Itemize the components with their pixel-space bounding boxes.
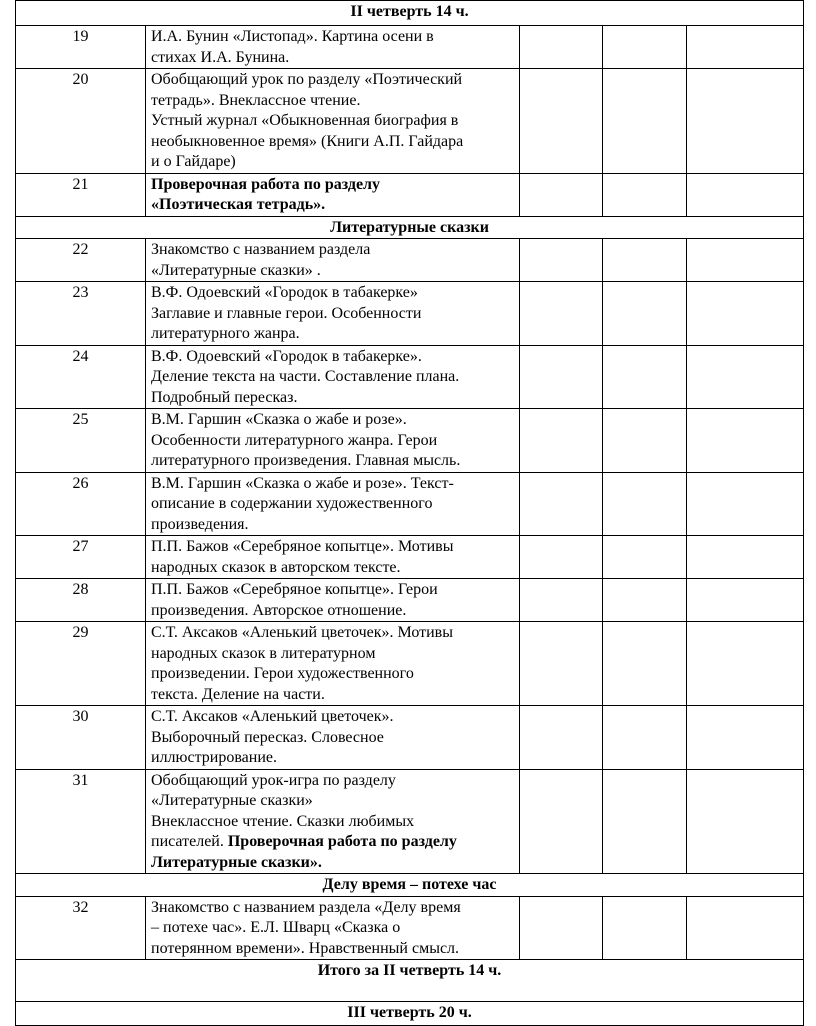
empty-cell [603,579,687,622]
lesson-topic [146,622,520,706]
empty-cell [603,409,687,473]
empty-cell [520,896,603,960]
empty-cell [603,239,687,282]
topic-line: тетрадь». Внеклассное чтение. [151,91,361,109]
topic-line: В.М. Гаршин «Сказка о жабе и розе». [151,411,407,428]
empty-cell [687,26,804,69]
topic-line: описание в содержании художественного [151,495,433,512]
empty-cell [520,282,603,346]
quarter-total: Итого за II четверть 14 ч. [16,960,804,1002]
empty-cell [603,472,687,536]
empty-cell [520,769,603,874]
topic-line: Особенности литературного жанра. Герои [151,431,438,449]
empty-cell [603,345,687,409]
empty-cell [687,579,804,622]
empty-cell [687,69,804,174]
lesson-topic [146,896,520,960]
lesson-number: 27 [16,536,146,579]
empty-cell [603,69,687,174]
topic-line: Знакомство с названием раздела [151,241,371,258]
lesson-topic [146,69,520,174]
lesson-number: 28 [16,579,146,622]
topic-line: литературного произведения. Главная мысль. [151,452,461,469]
topic-line [151,832,515,853]
empty-cell [520,579,603,622]
topic-line: – потехе час». Е.Л. Шварц «Сказка о [151,919,401,936]
empty-cell [520,345,603,409]
topic-line: И.А. Бунин «Листопад». Картина осени в [151,28,434,45]
topic-line: народных сказок в литературном [151,644,376,662]
empty-cell [603,706,687,770]
topic-line: «Литературные сказки» . [151,261,321,279]
lesson-topic [146,409,520,473]
lesson-number: 30 [16,706,146,770]
lesson-topic [146,26,520,69]
empty-cell [520,409,603,473]
empty-cell [687,896,804,960]
topic-line: и о Гайдаре) [151,153,236,170]
lesson-number: 32 [16,896,146,960]
empty-cell [520,239,603,282]
lesson-number: 24 [16,345,146,409]
empty-cell [687,622,804,706]
empty-cell [520,622,603,706]
empty-cell [603,173,687,216]
topic-line: П.П. Бажов «Серебряное копытце». Мотивы [151,538,454,555]
topic-line: Внеклассное чтение. Сказки любимых [151,812,415,830]
empty-cell [520,69,603,174]
table-row [16,706,804,770]
lesson-number: 20 [16,69,146,174]
empty-cell [603,536,687,579]
topic-line: П.П. Бажов «Серебряное копытце». Герои [151,581,438,598]
quarter-header-row [16,1002,804,1026]
empty-cell [520,472,603,536]
empty-cell [603,622,687,706]
empty-cell [687,706,804,770]
topic-line-bold: Проверочная работа по разделу [223,833,457,850]
empty-cell [687,345,804,409]
topic-line: Подробный пересказ. [151,388,298,406]
topic-line: произведения. [151,515,249,533]
lesson-plan-page [15,0,803,1026]
empty-cell [603,896,687,960]
lesson-number: 23 [16,282,146,346]
empty-cell [520,706,603,770]
empty-cell [520,26,603,69]
table-row [16,345,804,409]
lesson-topic [146,536,520,579]
table-row [16,896,804,960]
empty-cell [687,173,804,216]
quarter-header-row [16,1,804,26]
table-row [16,26,804,69]
table-row [16,622,804,706]
topic-line: Устный журнал «Обыкновенная биография в [151,112,459,129]
table-row [16,472,804,536]
quarter-header: III четверть 20 ч. [16,1002,804,1026]
lesson-topic [146,579,520,622]
topic-line: иллюстрирование. [151,749,278,766]
empty-cell [687,472,804,536]
lesson-topic [146,472,520,536]
table-row [16,239,804,282]
lesson-number: 29 [16,622,146,706]
topic-line: произведении. Герои художественного [151,665,414,682]
topic-line: Деление текста на части. Составление плана. [151,368,460,385]
table-row [16,173,804,216]
section-header-row [16,216,804,239]
empty-cell [520,536,603,579]
topic-line: Обобщающий урок по разделу «Поэтический [151,71,463,88]
lesson-topic [146,706,520,770]
topic-line: литературного жанра. [151,325,300,342]
table-row [16,409,804,473]
empty-cell [603,769,687,874]
lesson-topic [146,173,520,216]
topic-line: «Поэтическая тетрадь». [151,196,326,213]
topic-line: Заглавие и главные герои. Особенности [151,304,422,322]
lesson-topic [146,282,520,346]
lesson-topic [146,345,520,409]
topic-line: В.М. Гаршин «Сказка о жабе и розе». Текст- [151,474,454,492]
topic-line-plain: писателей. [151,833,224,850]
section-header: Литературные сказки [16,216,804,239]
lesson-number: 31 [16,769,146,874]
total-row [16,960,804,1002]
topic-line: произведения. Авторское отношение. [151,601,407,619]
topic-line: Обобщающий урок-игра по разделу [151,771,396,789]
quarter-header: II четверть 14 ч. [16,1,804,26]
empty-cell [687,769,804,874]
topic-line: «Литературные сказки» [151,792,313,809]
empty-cell [520,173,603,216]
topic-line: С.Т. Аксаков «Аленький цветочек». Мотивы [151,624,453,641]
empty-cell [687,409,804,473]
lesson-topic [146,769,520,874]
topic-line: потерянном времени». Нравственный смысл. [151,939,460,957]
table-row [16,769,804,874]
topic-line: народных сказок в авторском тексте. [151,558,401,576]
topic-line: стихах И.А. Бунина. [151,48,290,66]
lesson-number: 26 [16,472,146,536]
topic-line: В.Ф. Одоевский «Городок в табакерке». [151,347,422,365]
lesson-number: 25 [16,409,146,473]
table-row [16,69,804,174]
topic-line: В.Ф. Одоевский «Городок в табакерке» [151,284,418,301]
empty-cell [687,239,804,282]
topic-line: текста. Деление на части. [151,685,325,703]
empty-cell [603,26,687,69]
table-row [16,282,804,346]
empty-cell [687,282,804,346]
topic-line: Знакомство с названием раздела «Делу время [151,898,461,916]
topic-line: Выборочный пересказ. Словесное [151,728,384,746]
lesson-number: 19 [16,26,146,69]
lesson-plan-table [15,0,804,1026]
topic-line: Литературные сказки». [151,853,322,871]
empty-cell [687,536,804,579]
section-header-row [16,874,804,897]
lesson-number: 22 [16,239,146,282]
table-row [16,579,804,622]
table-row [16,536,804,579]
empty-cell [603,282,687,346]
topic-line: С.Т. Аксаков «Аленький цветочек». [151,708,394,725]
topic-line: необыкновенное время» (Книги А.П. Гайдара [151,132,464,150]
topic-line: Проверочная работа по разделу [151,175,381,193]
section-header: Делу время – потехе час [16,874,804,897]
lesson-topic [146,239,520,282]
lesson-number: 21 [16,173,146,216]
